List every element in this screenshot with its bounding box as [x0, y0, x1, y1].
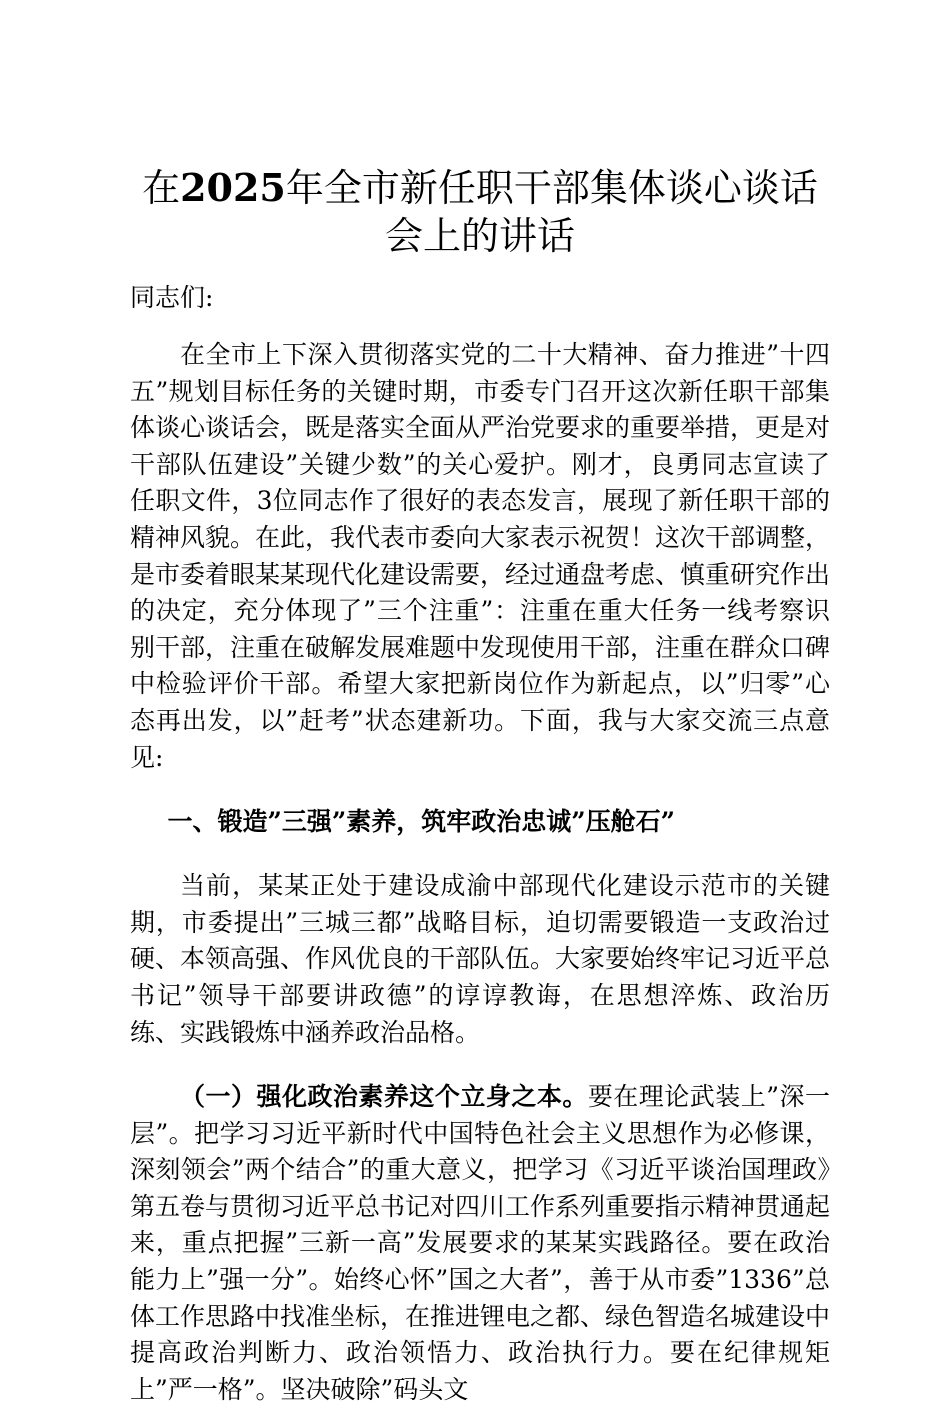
title-year: 2025 [180, 165, 286, 210]
salutation: 同志们: [130, 283, 214, 312]
document-title [130, 164, 830, 260]
subsection-1-lead: （一）强化政治素养这个立身之本。 [180, 1082, 588, 1112]
title-prefix: 在 [142, 166, 181, 210]
document-page [130, 164, 830, 1408]
subsection-1-body: 要在理论武装上”深一层”。把学习习近平新时代中国特色社会主义思想作为必修课，深刻领会”两个结合”的重大意义，把学习《习近平谈治国理政》第五卷与贯彻习近平总书记对四川工作系列重要指示精神贯通起来，重点把握”三新一高”发展要求的某某实践路径。要在政治能力上”强一分”。始终心怀”国之大者”，善于从市委”1336”总体工作思路中找准坐标，在推进锂电之都、绿色智造名城建设中提高政治判断力、政治领悟力、政治执行力。要在纪律规矩上”严一格”。坚决破除”码头文 [130, 1082, 831, 1404]
section-heading-1: 一、锻造”三强”素养，筑牢政治忠诚”压舱石” [167, 807, 676, 837]
subsection-1-paragraph [130, 1079, 830, 1408]
title-suffix: 年全市新任职干部集体谈心谈话会上的讲话 [285, 166, 818, 258]
opening-paragraph: 在全市上下深入贯彻落实党的二十大精神、奋力推进”十四五”规划目标任务的关键时期，市委专门召开这次新任职干部集体谈心谈话会，既是落实全面从严治党要求的重要举措，更是对干部队伍建设”关键少数”的关心爱护。刚才，良勇同志宣读了任职文件，3位同志作了很好的表态发言，展现了新任职干部的精神风貌。在此，我代表市委向大家表示祝贺！这次干部调整，是市委着眼某某现代化建设需要，经过通盘考虑、慎重研究作出的决定，充分体现了”三个注重”：注重在重大任务一线考察识别干部，注重在破解发展难题中发现使用干部，注重在群众口碑中检验评价干部。希望大家把新岗位作为新起点，以”归零”心态再出发，以”赶考”状态建新功。下面，我与大家交流三点意见: [130, 340, 831, 772]
section-1-paragraph: 当前，某某正处于建设成渝中部现代化建设示范市的关键期，市委提出”三城三都”战略目标，迫切需要锻造一支政治过硬、本领高强、作风优良的干部队伍。大家要始终牢记习近平总书记”领导干部要讲政德”的谆谆教诲，在思想淬炼、政治历练、实践锻炼中涵养政治品格。 [130, 871, 831, 1047]
